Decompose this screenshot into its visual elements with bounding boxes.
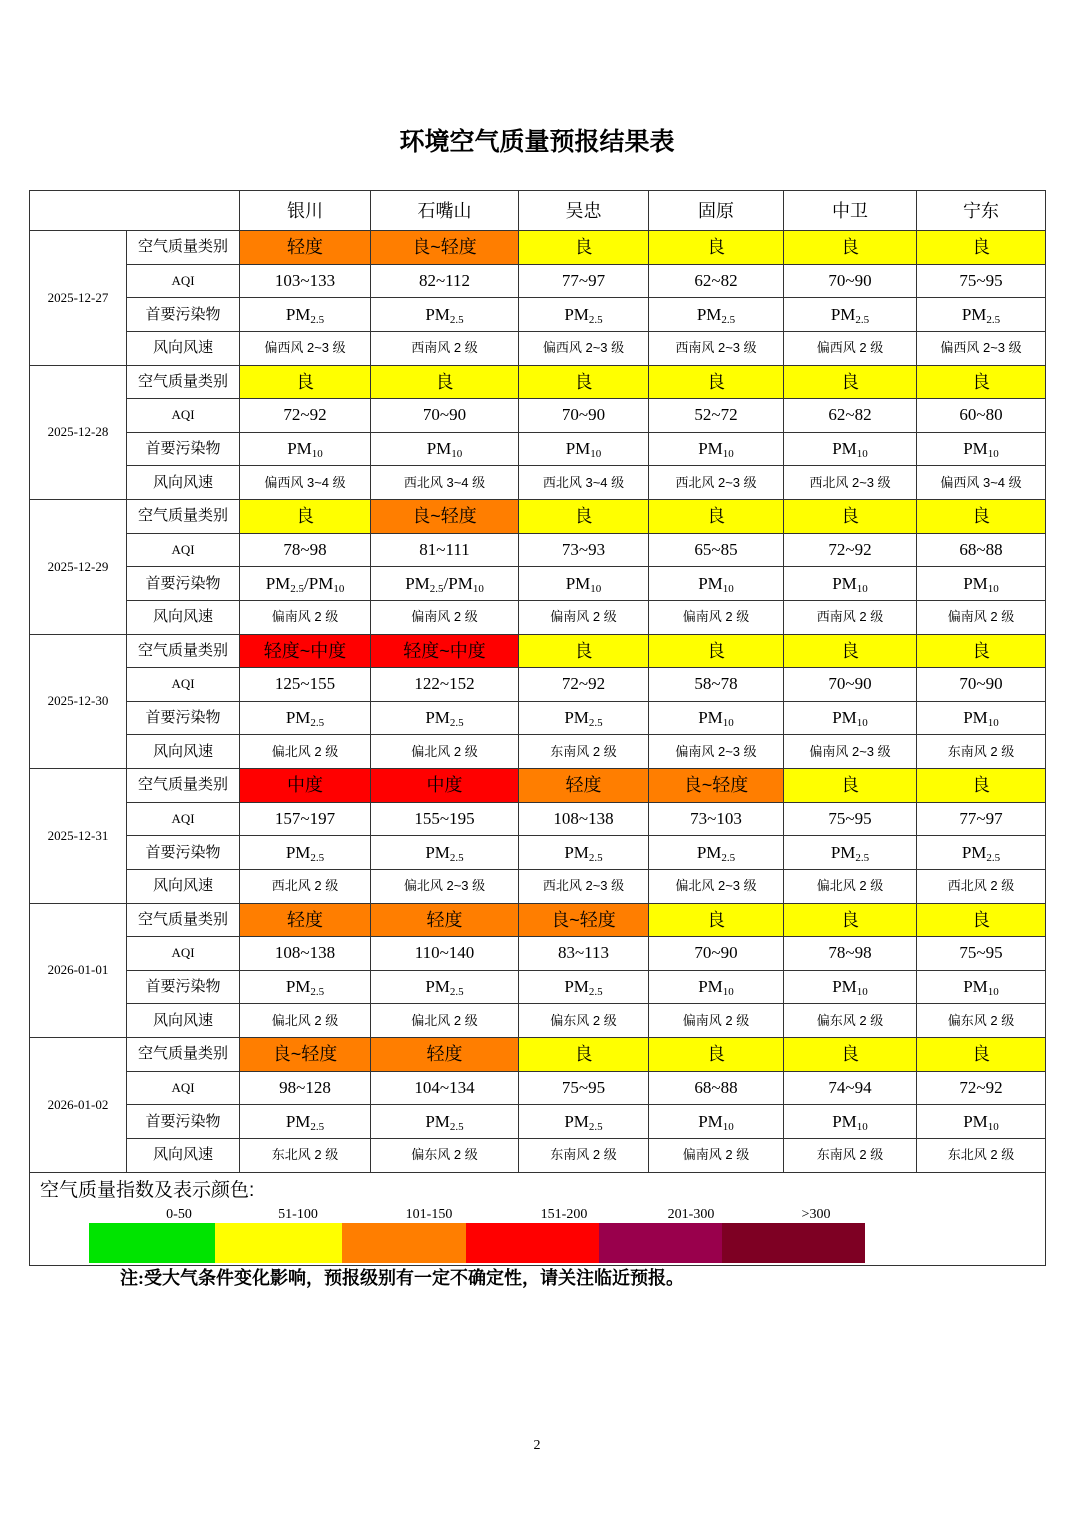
wind-cell: 偏西风 2 级 bbox=[784, 331, 917, 365]
pollutant-cell: $PM_{2.5}/PM_{10}$ bbox=[240, 567, 371, 601]
pollutant-cell: $PM_{2.5}$ bbox=[519, 701, 649, 735]
pollutant-cell: $PM_{10}$ bbox=[917, 567, 1046, 601]
category-cell: 良 bbox=[917, 903, 1046, 937]
category-cell: 良 bbox=[784, 769, 917, 803]
pollutant-cell: $PM_{10}$ bbox=[917, 970, 1046, 1004]
category-cell: 良 bbox=[917, 500, 1046, 534]
row-label-category: 空气质量类别 bbox=[127, 500, 240, 534]
wind-cell: 西南风 2 级 bbox=[371, 331, 519, 365]
aqi-cell: 73~93 bbox=[519, 533, 649, 567]
wind-cell: 东北风 2 级 bbox=[917, 1138, 1046, 1172]
aqi-color-legend bbox=[30, 1173, 1045, 1265]
pollutant-cell: $PM_{2.5}$ bbox=[371, 701, 519, 735]
aqi-cell: 81~111 bbox=[371, 533, 519, 567]
row-label-category: 空气质量类别 bbox=[127, 769, 240, 803]
forecast-row-wind bbox=[30, 1138, 1046, 1172]
row-label-aqi: AQI bbox=[127, 937, 240, 971]
aqi-cell: 75~95 bbox=[519, 1071, 649, 1105]
category-cell: 良 bbox=[649, 500, 784, 534]
aqi-cell: 77~97 bbox=[519, 264, 649, 298]
category-cell: 良 bbox=[519, 1038, 649, 1072]
pollutant-cell: $PM_{10}$ bbox=[784, 1105, 917, 1139]
row-label-category: 空气质量类别 bbox=[127, 903, 240, 937]
category-cell: 轻度 bbox=[371, 1038, 519, 1072]
wind-cell: 偏北风 2 级 bbox=[240, 735, 371, 769]
forecast-row-category bbox=[30, 500, 1046, 534]
aqi-cell: 108~138 bbox=[240, 937, 371, 971]
aqi-cell: 68~88 bbox=[649, 1071, 784, 1105]
pollutant-cell: $PM_{2.5}$ bbox=[240, 1105, 371, 1139]
category-cell: 良~轻度 bbox=[649, 769, 784, 803]
category-cell: 轻度 bbox=[240, 903, 371, 937]
forecast-row-wind bbox=[30, 1004, 1046, 1038]
wind-cell: 偏西风 2~3 级 bbox=[519, 331, 649, 365]
wind-cell: 偏西风 3~4 级 bbox=[240, 466, 371, 500]
wind-cell: 偏东风 2 级 bbox=[371, 1138, 519, 1172]
wind-cell: 偏南风 2~3 级 bbox=[784, 735, 917, 769]
wind-cell: 西南风 2 级 bbox=[784, 600, 917, 634]
category-cell: 良~轻度 bbox=[371, 500, 519, 534]
wind-cell: 偏南风 2 级 bbox=[519, 600, 649, 634]
forecast-date: 2025-12-27 bbox=[30, 231, 127, 366]
row-label-aqi: AQI bbox=[127, 264, 240, 298]
category-cell: 良 bbox=[917, 231, 1046, 265]
city-header: 吴忠 bbox=[519, 191, 649, 231]
aqi-cell: 70~90 bbox=[371, 399, 519, 433]
wind-cell: 东北风 2 级 bbox=[240, 1138, 371, 1172]
pollutant-cell: $PM_{10}$ bbox=[917, 1105, 1046, 1139]
forecast-row-wind bbox=[30, 869, 1046, 903]
forecast-row-wind bbox=[30, 331, 1046, 365]
row-label-wind: 风向风速 bbox=[127, 869, 240, 903]
row-label-category: 空气质量类别 bbox=[127, 1038, 240, 1072]
category-cell: 良~轻度 bbox=[519, 903, 649, 937]
wind-cell: 偏南风 2 级 bbox=[649, 1004, 784, 1038]
pollutant-cell: $PM_{10}$ bbox=[649, 701, 784, 735]
pollutant-cell: $PM_{10}$ bbox=[784, 701, 917, 735]
category-cell: 轻度~中度 bbox=[371, 634, 519, 668]
wind-cell: 偏南风 2 级 bbox=[917, 600, 1046, 634]
wind-cell: 偏南风 2 级 bbox=[649, 600, 784, 634]
category-cell: 良 bbox=[784, 365, 917, 399]
row-label-pollutant: 首要污染物 bbox=[127, 970, 240, 1004]
aqi-cell: 70~90 bbox=[519, 399, 649, 433]
category-cell: 良 bbox=[917, 365, 1046, 399]
wind-cell: 偏东风 2 级 bbox=[784, 1004, 917, 1038]
aqi-cell: 125~155 bbox=[240, 668, 371, 702]
category-cell: 良 bbox=[784, 1038, 917, 1072]
category-cell: 良 bbox=[649, 634, 784, 668]
category-cell: 中度 bbox=[240, 769, 371, 803]
wind-cell: 偏北风 2 级 bbox=[371, 1004, 519, 1038]
forecast-row-category bbox=[30, 634, 1046, 668]
row-label-aqi: AQI bbox=[127, 533, 240, 567]
forecast-row-pollutant bbox=[30, 567, 1046, 601]
aqi-cell: 77~97 bbox=[917, 802, 1046, 836]
pollutant-cell: $PM_{2.5}$ bbox=[917, 836, 1046, 870]
pollutant-cell: $PM_{2.5}$ bbox=[371, 298, 519, 332]
header-row bbox=[30, 191, 1046, 231]
aqi-cell: 58~78 bbox=[649, 668, 784, 702]
wind-cell: 偏北风 2 级 bbox=[240, 1004, 371, 1038]
pollutant-cell: $PM_{2.5}$ bbox=[371, 1105, 519, 1139]
legend-range-label: 51-100 bbox=[278, 1206, 318, 1222]
forecast-row-aqi bbox=[30, 399, 1046, 433]
aqi-cell: 72~92 bbox=[917, 1071, 1046, 1105]
header-blank-cell bbox=[30, 191, 240, 231]
aqi-cell: 82~112 bbox=[371, 264, 519, 298]
aqi-cell: 72~92 bbox=[519, 668, 649, 702]
legend-range-label: >300 bbox=[801, 1206, 831, 1222]
forecast-date: 2025-12-29 bbox=[30, 500, 127, 635]
category-cell: 良 bbox=[240, 500, 371, 534]
aqi-cell: 52~72 bbox=[649, 399, 784, 433]
forecast-date: 2025-12-31 bbox=[30, 769, 127, 904]
pollutant-cell: $PM_{2.5}$ bbox=[371, 970, 519, 1004]
forecast-date: 2025-12-28 bbox=[30, 365, 127, 500]
row-label-category: 空气质量类别 bbox=[127, 365, 240, 399]
aqi-cell: 62~82 bbox=[784, 399, 917, 433]
wind-cell: 偏北风 2~3 级 bbox=[371, 869, 519, 903]
pollutant-cell: $PM_{10}$ bbox=[371, 432, 519, 466]
city-header: 银川 bbox=[240, 191, 371, 231]
pollutant-cell: $PM_{10}$ bbox=[519, 567, 649, 601]
category-cell: 良 bbox=[649, 365, 784, 399]
legend-range-label: 101-150 bbox=[405, 1206, 453, 1222]
forecast-row-category bbox=[30, 769, 1046, 803]
aqi-cell: 75~95 bbox=[917, 937, 1046, 971]
category-cell: 良 bbox=[519, 500, 649, 534]
category-cell: 良 bbox=[649, 1038, 784, 1072]
wind-cell: 偏西风 3~4 级 bbox=[917, 466, 1046, 500]
wind-cell: 西北风 2~3 级 bbox=[784, 466, 917, 500]
pollutant-cell: $PM_{2.5}$ bbox=[649, 836, 784, 870]
aqi-cell: 75~95 bbox=[784, 802, 917, 836]
forecast-row-pollutant bbox=[30, 836, 1046, 870]
wind-cell: 东南风 2 级 bbox=[784, 1138, 917, 1172]
category-cell: 良 bbox=[917, 769, 1046, 803]
legend-swatch-purple bbox=[599, 1223, 722, 1263]
aqi-cell: 72~92 bbox=[784, 533, 917, 567]
wind-cell: 东南风 2 级 bbox=[519, 1138, 649, 1172]
pollutant-cell: $PM_{10}$ bbox=[917, 701, 1046, 735]
wind-cell: 偏南风 2~3 级 bbox=[649, 735, 784, 769]
pollutant-cell: $PM_{2.5}$ bbox=[519, 298, 649, 332]
forecast-row-wind bbox=[30, 735, 1046, 769]
pollutant-cell: $PM_{2.5}$ bbox=[519, 1105, 649, 1139]
wind-cell: 偏北风 2 级 bbox=[371, 735, 519, 769]
forecast-row-category bbox=[30, 365, 1046, 399]
row-label-pollutant: 首要污染物 bbox=[127, 298, 240, 332]
city-header: 中卫 bbox=[784, 191, 917, 231]
pollutant-cell: $PM_{2.5}$ bbox=[519, 836, 649, 870]
forecast-row-wind bbox=[30, 466, 1046, 500]
category-cell: 良 bbox=[784, 634, 917, 668]
row-label-pollutant: 首要污染物 bbox=[127, 836, 240, 870]
aqi-cell: 74~94 bbox=[784, 1071, 917, 1105]
pollutant-cell: $PM_{10}$ bbox=[649, 432, 784, 466]
pollutant-cell: $PM_{2.5}$ bbox=[917, 298, 1046, 332]
pollutant-cell: $PM_{10}$ bbox=[784, 432, 917, 466]
aqi-cell: 157~197 bbox=[240, 802, 371, 836]
forecast-table bbox=[29, 190, 1046, 1266]
category-cell: 良 bbox=[784, 231, 917, 265]
category-cell: 轻度~中度 bbox=[240, 634, 371, 668]
pollutant-cell: $PM_{10}$ bbox=[519, 432, 649, 466]
pollutant-cell: $PM_{2.5}$ bbox=[784, 298, 917, 332]
row-label-wind: 风向风速 bbox=[127, 1004, 240, 1038]
forecast-row-pollutant bbox=[30, 701, 1046, 735]
city-header: 石嘴山 bbox=[371, 191, 519, 231]
row-label-pollutant: 首要污染物 bbox=[127, 432, 240, 466]
legend-swatch-orange bbox=[342, 1223, 466, 1263]
wind-cell: 西北风 2~3 级 bbox=[649, 466, 784, 500]
category-cell: 良 bbox=[649, 903, 784, 937]
pollutant-cell: $PM_{2.5}$ bbox=[240, 836, 371, 870]
row-label-wind: 风向风速 bbox=[127, 466, 240, 500]
aqi-cell: 78~98 bbox=[240, 533, 371, 567]
aqi-cell: 62~82 bbox=[649, 264, 784, 298]
aqi-cell: 104~134 bbox=[371, 1071, 519, 1105]
wind-cell: 偏南风 2 级 bbox=[371, 600, 519, 634]
aqi-cell: 73~103 bbox=[649, 802, 784, 836]
aqi-cell: 70~90 bbox=[917, 668, 1046, 702]
legend-swatch-yellow bbox=[215, 1223, 342, 1263]
pollutant-cell: $PM_{2.5}$ bbox=[649, 298, 784, 332]
forecast-date: 2026-01-02 bbox=[30, 1038, 127, 1173]
legend-row bbox=[30, 1172, 1046, 1265]
pollutant-cell: $PM_{2.5}$ bbox=[371, 836, 519, 870]
legend-cell bbox=[30, 1172, 1046, 1265]
legend-range-label: 151-200 bbox=[540, 1206, 588, 1222]
forecast-row-pollutant bbox=[30, 432, 1046, 466]
aqi-cell: 70~90 bbox=[784, 668, 917, 702]
wind-cell: 偏东风 2 级 bbox=[917, 1004, 1046, 1038]
legend-range-label: 201-300 bbox=[667, 1206, 715, 1222]
row-label-aqi: AQI bbox=[127, 399, 240, 433]
aqi-cell: 68~88 bbox=[917, 533, 1046, 567]
category-cell: 良 bbox=[519, 634, 649, 668]
aqi-cell: 70~90 bbox=[784, 264, 917, 298]
category-cell: 良 bbox=[519, 231, 649, 265]
aqi-cell: 108~138 bbox=[519, 802, 649, 836]
forecast-row-pollutant bbox=[30, 970, 1046, 1004]
wind-cell: 偏南风 2 级 bbox=[240, 600, 371, 634]
wind-cell: 西南风 2~3 级 bbox=[649, 331, 784, 365]
row-label-aqi: AQI bbox=[127, 802, 240, 836]
legend-swatch-red bbox=[466, 1223, 599, 1263]
forecast-row-aqi bbox=[30, 533, 1046, 567]
category-cell: 良 bbox=[649, 231, 784, 265]
aqi-cell: 75~95 bbox=[917, 264, 1046, 298]
aqi-cell: 78~98 bbox=[784, 937, 917, 971]
pollutant-cell: $PM_{10}$ bbox=[917, 432, 1046, 466]
forecast-row-aqi bbox=[30, 802, 1046, 836]
wind-cell: 偏南风 2 级 bbox=[649, 1138, 784, 1172]
category-cell: 良 bbox=[784, 500, 917, 534]
row-label-wind: 风向风速 bbox=[127, 1138, 240, 1172]
pollutant-cell: $PM_{2.5}/PM_{10}$ bbox=[371, 567, 519, 601]
pollutant-cell: $PM_{2.5}$ bbox=[784, 836, 917, 870]
pollutant-cell: $PM_{2.5}$ bbox=[240, 970, 371, 1004]
wind-cell: 西北风 2~3 级 bbox=[519, 869, 649, 903]
wind-cell: 西北风 3~4 级 bbox=[519, 466, 649, 500]
pollutant-cell: $PM_{2.5}$ bbox=[240, 298, 371, 332]
wind-cell: 偏北风 2 级 bbox=[784, 869, 917, 903]
aqi-cell: 122~152 bbox=[371, 668, 519, 702]
pollutant-cell: $PM_{2.5}$ bbox=[240, 701, 371, 735]
aqi-cell: 65~85 bbox=[649, 533, 784, 567]
city-header: 固原 bbox=[649, 191, 784, 231]
aqi-cell: 70~90 bbox=[649, 937, 784, 971]
forecast-row-pollutant bbox=[30, 1105, 1046, 1139]
aqi-cell: 98~128 bbox=[240, 1071, 371, 1105]
wind-cell: 偏西风 2~3 级 bbox=[917, 331, 1046, 365]
category-cell: 良 bbox=[917, 634, 1046, 668]
forecast-row-category bbox=[30, 903, 1046, 937]
category-cell: 良 bbox=[519, 365, 649, 399]
forecast-row-aqi bbox=[30, 264, 1046, 298]
row-label-category: 空气质量类别 bbox=[127, 634, 240, 668]
row-label-pollutant: 首要污染物 bbox=[127, 1105, 240, 1139]
city-header: 宁东 bbox=[917, 191, 1046, 231]
category-cell: 良 bbox=[240, 365, 371, 399]
document-title: 环境空气质量预报结果表 bbox=[399, 129, 675, 156]
pollutant-cell: $PM_{10}$ bbox=[784, 970, 917, 1004]
wind-cell: 东南风 2 级 bbox=[917, 735, 1046, 769]
aqi-cell: 60~80 bbox=[917, 399, 1046, 433]
pollutant-cell: $PM_{10}$ bbox=[240, 432, 371, 466]
forecast-date: 2026-01-01 bbox=[30, 903, 127, 1038]
pollutant-cell: $PM_{10}$ bbox=[784, 567, 917, 601]
forecast-row-category bbox=[30, 1038, 1046, 1072]
wind-cell: 东南风 2 级 bbox=[519, 735, 649, 769]
legend-title: 空气质量指数及表示颜色: bbox=[40, 1179, 255, 1201]
legend-swatch-green bbox=[89, 1223, 215, 1263]
pollutant-cell: $PM_{10}$ bbox=[649, 1105, 784, 1139]
category-cell: 良 bbox=[917, 1038, 1046, 1072]
forecast-note: 注:受大气条件变化影响，预报级别有一定不确定性，请关注临近预报。 bbox=[120, 1268, 684, 1288]
forecast-row-aqi bbox=[30, 937, 1046, 971]
page-number: 2 bbox=[533, 1438, 541, 1453]
aqi-cell: 110~140 bbox=[371, 937, 519, 971]
category-cell: 轻度 bbox=[519, 769, 649, 803]
row-label-pollutant: 首要污染物 bbox=[127, 701, 240, 735]
row-label-wind: 风向风速 bbox=[127, 600, 240, 634]
row-label-wind: 风向风速 bbox=[127, 331, 240, 365]
forecast-row-wind bbox=[30, 600, 1046, 634]
wind-cell: 偏东风 2 级 bbox=[519, 1004, 649, 1038]
category-cell: 良 bbox=[784, 903, 917, 937]
aqi-cell: 155~195 bbox=[371, 802, 519, 836]
pollutant-cell: $PM_{10}$ bbox=[649, 567, 784, 601]
category-cell: 轻度 bbox=[371, 903, 519, 937]
forecast-row-category bbox=[30, 231, 1046, 265]
category-cell: 良 bbox=[371, 365, 519, 399]
aqi-cell: 103~133 bbox=[240, 264, 371, 298]
aqi-cell: 72~92 bbox=[240, 399, 371, 433]
wind-cell: 西北风 3~4 级 bbox=[371, 466, 519, 500]
legend-range-label: 0-50 bbox=[166, 1206, 192, 1222]
row-label-aqi: AQI bbox=[127, 668, 240, 702]
category-cell: 良~轻度 bbox=[240, 1038, 371, 1072]
pollutant-cell: $PM_{10}$ bbox=[649, 970, 784, 1004]
wind-cell: 偏西风 2~3 级 bbox=[240, 331, 371, 365]
row-label-pollutant: 首要污染物 bbox=[127, 567, 240, 601]
row-label-aqi: AQI bbox=[127, 1071, 240, 1105]
wind-cell: 西北风 2 级 bbox=[240, 869, 371, 903]
wind-cell: 西北风 2 级 bbox=[917, 869, 1046, 903]
category-cell: 良~轻度 bbox=[371, 231, 519, 265]
forecast-row-aqi bbox=[30, 1071, 1046, 1105]
pollutant-cell: $PM_{2.5}$ bbox=[519, 970, 649, 1004]
category-cell: 中度 bbox=[371, 769, 519, 803]
row-label-wind: 风向风速 bbox=[127, 735, 240, 769]
wind-cell: 偏北风 2~3 级 bbox=[649, 869, 784, 903]
forecast-row-aqi bbox=[30, 668, 1046, 702]
row-label-category: 空气质量类别 bbox=[127, 231, 240, 265]
aqi-cell: 83~113 bbox=[519, 937, 649, 971]
legend-swatch-maroon bbox=[722, 1223, 865, 1263]
forecast-row-pollutant bbox=[30, 298, 1046, 332]
forecast-date: 2025-12-30 bbox=[30, 634, 127, 769]
category-cell: 轻度 bbox=[240, 231, 371, 265]
